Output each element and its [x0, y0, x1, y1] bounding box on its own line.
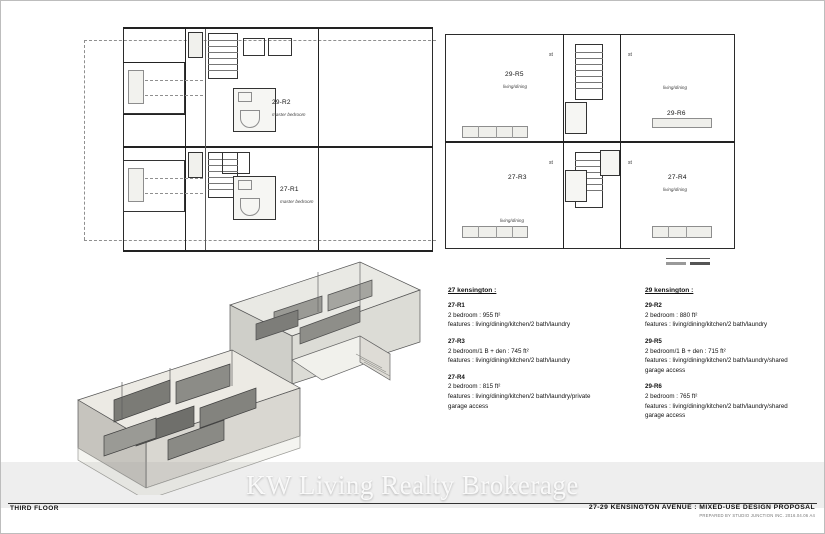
- watermark: KW Living Realty Brokerage: [0, 462, 825, 508]
- scale-bar-segment: [666, 262, 686, 265]
- wall: [185, 27, 186, 252]
- kitchen-counter: [652, 118, 712, 128]
- unit-label-29R5: 29-R5: [505, 71, 524, 78]
- room-note-27R3: living/dining: [500, 218, 525, 223]
- stair-tread: [575, 52, 603, 53]
- stair-marker: st: [549, 160, 553, 166]
- legend-heading-29: 29 kensington :: [645, 287, 694, 294]
- wall: [205, 146, 206, 252]
- window-bay-upper: [128, 70, 144, 104]
- title-block-right: [589, 504, 815, 518]
- legend-unit-id: 27-R1: [448, 302, 465, 310]
- isometric-svg: [60, 250, 460, 495]
- legend-unit-features: features : living/dining/kitchen/2 bath/laundry/private garage access: [448, 393, 591, 410]
- unit-label-29R2: 29-R2: [272, 99, 291, 106]
- closet: [188, 32, 203, 58]
- unit-label-29R6: 29-R6: [667, 110, 686, 117]
- kitchen-counter: [652, 226, 712, 238]
- page-border-top: [0, 0, 825, 1]
- legend-unit-features: features : living/dining/kitchen/2 bath/laundry/shared garage access: [645, 357, 788, 374]
- sight-line: [145, 178, 203, 179]
- legend-27-kensington: [448, 286, 598, 418]
- legend-unit-id: 29-R2: [645, 302, 662, 310]
- building-outline-left: [123, 27, 433, 252]
- wall: [123, 62, 185, 63]
- small-room: [222, 152, 250, 174]
- stair-tread: [575, 88, 603, 89]
- stair-tread: [575, 70, 603, 71]
- legend-entry: [645, 337, 800, 375]
- stair-tread: [208, 40, 238, 41]
- legend-unit-id: 27-R3: [448, 338, 465, 346]
- wall: [205, 27, 206, 146]
- stair-tread: [208, 52, 238, 53]
- project-credit: PREPARED BY STUDIO JUNCTION INC. 2016.04.06 A4: [699, 513, 815, 518]
- party-wall-right: [445, 141, 735, 143]
- setback-line-left: [84, 40, 85, 240]
- legend-unit-features: features : living/dining/kitchen/2 bath/laundry/shared garage access: [645, 402, 788, 420]
- casework-division: [478, 226, 479, 238]
- wall: [620, 34, 621, 249]
- legend-unit-area: 2 bedroom : 880 ft²: [645, 311, 698, 319]
- legend-unit-features: features : living/dining/kitchen/2 bath/laundry: [448, 357, 571, 365]
- legend-unit-features: features : living/dining/kitchen/2 bath/laundry: [448, 321, 571, 329]
- room-note-29R6: living/dining: [663, 85, 688, 90]
- small-room: [268, 38, 292, 56]
- stair-marker: st: [628, 160, 632, 166]
- room-note-master-bedroom-upper: master bedroom: [272, 112, 306, 117]
- isometric-massing-view: [60, 250, 460, 495]
- legend-unit-id: 27-R4: [448, 373, 465, 381]
- stair-tread: [575, 160, 603, 161]
- unit-label-27R1: 27-R1: [280, 186, 299, 193]
- legend-unit-id: 29-R6: [645, 383, 662, 391]
- stair-tread: [208, 64, 238, 65]
- bathroom: [565, 102, 587, 134]
- legend-unit-area: 2 bedroom/1 B + den : 715 ft²: [645, 347, 726, 355]
- legend-unit-area: 2 bedroom/1 B + den : 745 ft²: [448, 347, 529, 355]
- legend-heading-27: 27 kensington :: [448, 287, 497, 294]
- stair-marker: st: [549, 52, 553, 58]
- legend-entry: [448, 337, 598, 366]
- page-border-left: [0, 0, 1, 534]
- stair-tread: [575, 58, 603, 59]
- stair-tread: [575, 82, 603, 83]
- stair-marker: st: [628, 52, 632, 58]
- legend-unit-area: 2 bedroom : 815 ft²: [448, 383, 501, 391]
- casework-division: [496, 226, 497, 238]
- bathroom: [600, 150, 620, 176]
- party-wall: [123, 146, 433, 148]
- legend-unit-area: 2 bedroom : 955 ft²: [448, 311, 501, 319]
- stair-tread: [575, 64, 603, 65]
- legend-unit-id: 29-R5: [645, 338, 662, 346]
- wall: [563, 34, 564, 249]
- stair-tread: [208, 46, 238, 47]
- unit-label-27R3: 27-R3: [508, 174, 527, 181]
- legend-entry: [448, 301, 598, 330]
- casework-division: [512, 126, 513, 138]
- sight-line: [145, 193, 203, 194]
- window-bay-lower: [128, 168, 144, 202]
- wall: [318, 27, 319, 252]
- stair-tread: [575, 76, 603, 77]
- legend-29-kensington: [645, 286, 800, 428]
- legend-entry: [448, 373, 598, 411]
- sheet-title-left: THIRD FLOOR: [10, 505, 59, 512]
- legend-entry: [645, 382, 800, 420]
- scale-bar: [666, 258, 710, 259]
- room-note-master-bedroom-lower: master bedroom: [280, 199, 314, 204]
- legend-unit-features: features : living/dining/kitchen/2 bath/laundry: [645, 321, 768, 329]
- project-title: 27-29 KENSINGTON AVENUE : MIXED-USE DESIGN PROPOSAL: [588, 504, 815, 511]
- kitchen-counter: [462, 126, 528, 138]
- closet: [188, 152, 203, 178]
- legend-entry: [645, 301, 800, 330]
- casework-division: [496, 126, 497, 138]
- sight-line: [145, 80, 203, 81]
- casework-division: [668, 226, 669, 238]
- casework-division: [686, 226, 687, 238]
- bathroom: [565, 170, 587, 202]
- stair-tread: [208, 70, 238, 71]
- small-room: [243, 38, 265, 56]
- kitchen-counter: [462, 226, 528, 238]
- legend-unit-area: 2 bedroom : 765 ft²: [645, 393, 698, 401]
- exterior-wall-top: [123, 27, 433, 29]
- fixture: [238, 92, 252, 102]
- room-note-29R5: living/dining: [503, 84, 528, 89]
- scale-bar-segment: [690, 262, 710, 265]
- sight-line: [145, 95, 203, 96]
- fixture: [238, 180, 252, 190]
- unit-label-27R4: 27-R4: [668, 174, 687, 181]
- room-note-27R4: living/dining: [663, 187, 688, 192]
- stair-tread: [208, 58, 238, 59]
- stair-tread: [575, 166, 603, 167]
- casework-division: [512, 226, 513, 238]
- wall: [123, 114, 185, 115]
- casework-division: [478, 126, 479, 138]
